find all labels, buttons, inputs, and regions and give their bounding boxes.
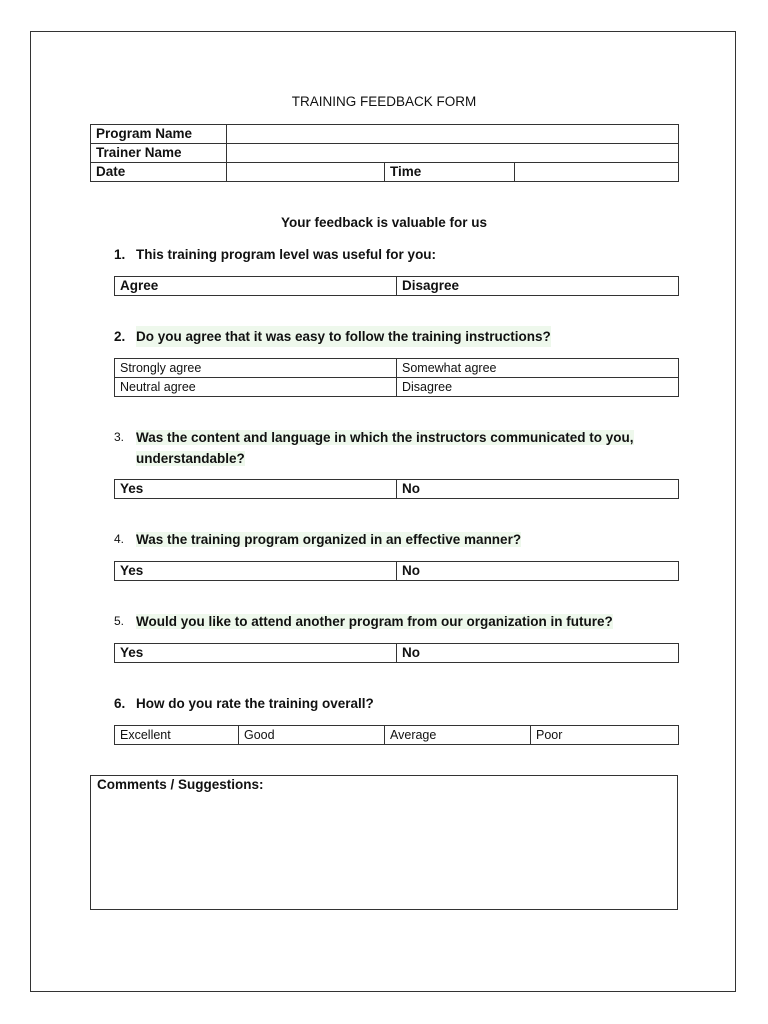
option-somewhat-agree[interactable]: Somewhat agree [397, 359, 679, 378]
question-2-options [114, 358, 679, 397]
option-strongly-agree[interactable]: Strongly agree [115, 359, 397, 378]
question-6 [114, 693, 674, 714]
question-5-options [114, 643, 679, 663]
option-poor[interactable]: Poor [531, 726, 679, 745]
question-1-options [114, 276, 679, 296]
question-3-text-line2: understandable? [136, 451, 245, 466]
program-name-row [91, 125, 679, 144]
question-5 [114, 611, 674, 632]
option-average[interactable]: Average [385, 726, 531, 745]
time-label: Time [385, 163, 515, 182]
comments-label: Comments / Suggestions: [97, 777, 264, 792]
date-label: Date [91, 163, 227, 182]
option-good[interactable]: Good [239, 726, 385, 745]
form-subtitle: Your feedback is valuable for us [280, 215, 488, 230]
program-name-label: Program Name [91, 125, 227, 144]
trainer-name-field[interactable] [227, 144, 679, 163]
question-1 [114, 244, 674, 265]
option-excellent[interactable]: Excellent [115, 726, 239, 745]
program-name-field[interactable] [227, 125, 679, 144]
question-4 [114, 529, 674, 550]
question-4-number: 4. [114, 532, 125, 546]
trainer-name-row [91, 144, 679, 163]
option-yes[interactable]: Yes [115, 644, 397, 663]
question-2 [114, 326, 674, 347]
program-info-table [90, 124, 679, 182]
question-1-number: 1. [114, 247, 126, 262]
question-3 [114, 427, 674, 469]
option-neutral-agree[interactable]: Neutral agree [115, 378, 397, 397]
question-5-number: 5. [114, 614, 125, 628]
question-4-text: Was the training program organized in an effective manner? [136, 532, 522, 547]
date-field[interactable] [227, 163, 385, 182]
trainer-name-label: Trainer Name [91, 144, 227, 163]
question-1-text: This training program level was useful for you: [136, 247, 437, 262]
question-2-number: 2. [114, 329, 126, 344]
option-no[interactable]: No [397, 644, 679, 663]
question-3-number: 3. [114, 430, 125, 444]
time-field[interactable] [515, 163, 679, 182]
option-disagree[interactable]: Disagree [397, 378, 679, 397]
question-6-options [114, 725, 679, 745]
option-yes[interactable]: Yes [115, 480, 397, 499]
comments-box[interactable] [90, 775, 678, 910]
question-2-text: Do you agree that it was easy to follow the training instructions? [136, 326, 551, 347]
option-agree[interactable]: Agree [115, 277, 397, 296]
question-4-options [114, 561, 679, 581]
question-3-text: Was the content and language in which the instructors communicated to you, [136, 430, 634, 445]
option-disagree[interactable]: Disagree [397, 277, 679, 296]
option-no[interactable]: No [397, 480, 679, 499]
question-5-text: Would you like to attend another program from our organization in future? [136, 614, 613, 629]
question-3-options [114, 479, 679, 499]
option-yes[interactable]: Yes [115, 562, 397, 581]
question-6-number: 6. [114, 696, 126, 711]
date-time-row [91, 163, 679, 182]
form-title: TRAINING FEEDBACK FORM [291, 94, 477, 109]
question-6-text: How do you rate the training overall? [136, 696, 374, 711]
option-no[interactable]: No [397, 562, 679, 581]
